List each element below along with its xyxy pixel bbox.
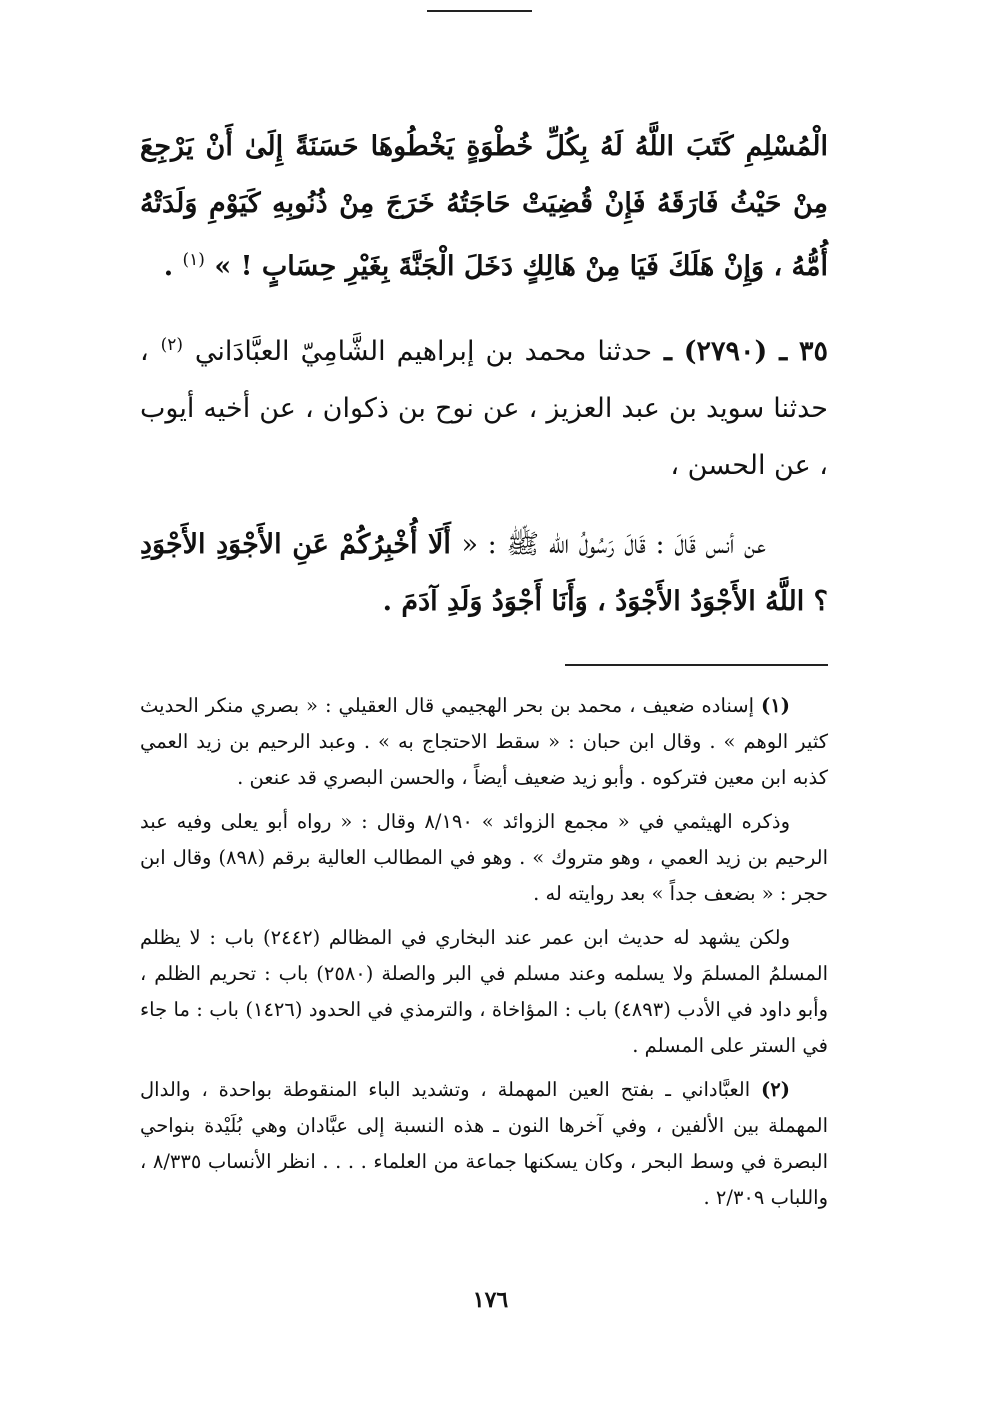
- footnote-1-para-2-text: وذكره الهيثمي في « مجمع الزوائد » ٨/١٩٠ وقال : « رواه أبو يعلى وفيه عبد الرحيم بن زيد العمي ، وهو متروك » . وهو في المطالب العالية برقم (٨٩٨) وقال ابن حجر : « بضعف جداً » بعد روايته له .: [140, 810, 828, 905]
- footnote-2-text: العبَّاداني ـ بفتح العين المهملة ، وتشديد الباء المنقوطة بواحدة ، والدال المهملة بين الألفين ، وفي آخرها النون ـ هذه النسبة إلى عبَّادان وهي بُلَيْدة بنواحي البصرة في وسط البحر ، وكان يسكنها جماعة من العلماء . . . . انظر الأنساب ٨/٣٣٥ ، واللباب ٢/٣٠٩ .: [140, 1078, 828, 1209]
- page-number: ١٧٦: [472, 1287, 509, 1313]
- entry-chain-part2: ، حدثنا سويد بن عبد العزيز ، عن نوح بن ذكوان ، عن أخيه أيوب ، عن الحسن ،: [140, 336, 828, 481]
- matn-text: أَلَا أُخْبِرُكُمْ عَنِ الأَجْوَدِ الأَجْوَدِ ؟ اللَّهُ الأَجْوَدُ الأَجْوَدُ ، وَأَنَا أَجْوَدُ وَلَدِ آدَمَ .: [140, 529, 828, 617]
- footnote-2-number: (٢): [761, 1078, 790, 1101]
- footnote-separator: [565, 664, 828, 666]
- footnote-1-number: (١): [761, 694, 790, 717]
- footnote-1-para-3-text: ولكن يشهد له حديث ابن عمر عند البخاري في المظالم (٢٤٤٢) باب : لا يظلم المسلمُ المسلمَ ولا يسلمه وعند مسلم في البر والصلة (٢٥٨٠) باب : تحريم الظلم ، وأبو داود في الأدب (٤٨٩٣) باب : المؤاخاة ، والترمذي في الحدود (١٤٢٦) باب : ما جاء في الستر على المسلم .: [140, 926, 829, 1057]
- footnote-1-para-2: [140, 804, 828, 912]
- hadith-continuation-text: الْمُسْلِمِ كَتَبَ اللَّهُ لَهُ بِكُلِّ خُطْوَةٍ يَخْطُوهَا حَسَنَةً إِلَىٰ أَنْ يَرْجِعَ مِنْ حَيْثُ فَارَقَهُ فَإِنْ قُضِيَتْ حَاجَتُهُ خَرَجَ مِنْ ذُنُوبِهِ كَيَوْمِ وَلَدَتْهُ أُمُّهُ ، وَإِنْ هَلَكَ فَيَا مِنْ هَالِكٍ دَخَلَ الْجَنَّةَ بِغَيْرِ حِسَابٍ ! »: [140, 131, 828, 282]
- matn-intro: عن أنس قَالَ : قَالَ رَسُولُ الله ﷺ : «: [461, 529, 766, 560]
- footnote-1-text: إسناده ضعيف ، محمد بن بحر الهجيمي قال العقيلي : « بصري منكر الحديث كثير الوهم » . وقال ابن حبان : « سقط الاحتجاج به » . وعبد الرحيم بن زيد العمي كذبه ابن معين فتركوه . وأبو زيد ضعيف أيضاً ، والحسن البصري قد عنعن .: [140, 694, 828, 789]
- footnote-1-para-3: [140, 920, 828, 1064]
- footnote-marker-1: (١): [182, 250, 205, 270]
- footnote-marker-2: (٢): [160, 335, 184, 355]
- footnotes: [140, 688, 828, 1216]
- entry-chain: [140, 317, 828, 494]
- entry-matn: [140, 516, 828, 630]
- footnote-2: [140, 1072, 828, 1216]
- entry-number: ٣٥ ـ (٢٧٩٠) ـ: [663, 336, 828, 367]
- entry-chain-part1: حدثنا محمد بن إبراهيم الشَّامِيّ العبَّادَاني: [194, 336, 653, 367]
- footnote-1: [140, 688, 828, 796]
- page-body: [140, 118, 828, 1216]
- main-text: [140, 118, 828, 630]
- hadith-continuation: [140, 118, 828, 295]
- top-rule: [427, 10, 532, 12]
- hadith-continuation-end: .: [163, 251, 183, 282]
